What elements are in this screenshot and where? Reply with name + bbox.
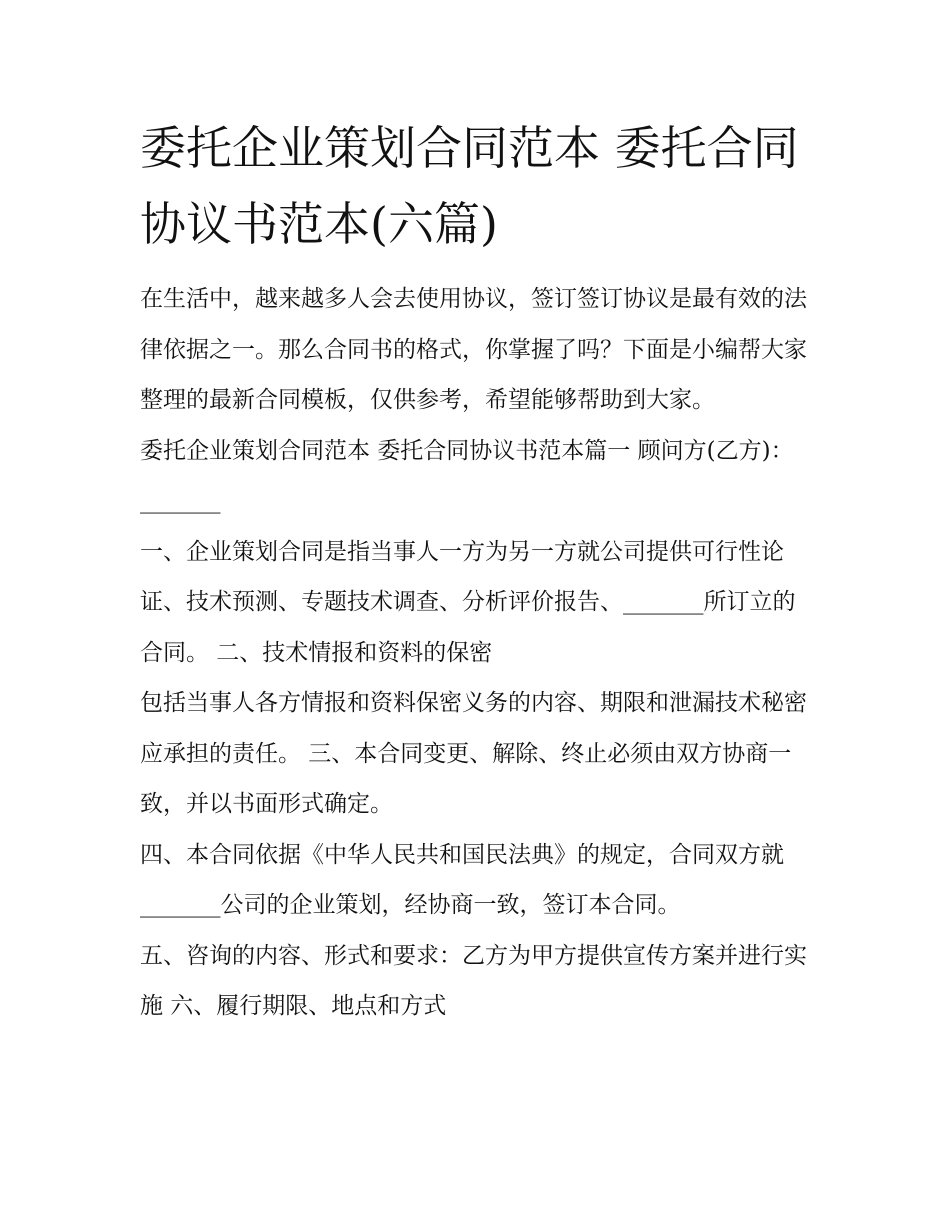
paragraph-clause-5: 五、咨询的内容、形式和要求：乙方为甲方提供宣传方案并进行实施 六、履行期限、地点和方式: [140, 942, 807, 1019]
document-title: 委托企业策划合同范本 委托合同协议书范本(六篇): [140, 121, 799, 251]
paragraph-clause-2: 包括当事人各方情报和资料保密义务的内容、期限和泄漏技术秘密应承担的责任。 三、本合同变更、解除、终止必须由双方协商一致，并以书面形式确定。: [140, 690, 807, 817]
paragraph-clause-1: 一、企业策划合同是指当事人一方为另一方就公司提供可行性论证、技术预测、专题技术调查、分析评价报告、_______所订立的合同。 二、技术情报和资料的保密: [140, 538, 796, 666]
paragraph-clause-4: 四、本合同依据《中华人民共和国民法典》的规定，合同双方就_______公司的企业策划，经协商一致，签订本合同。: [140, 841, 784, 918]
paragraph-intro: 在生活中，越来越多人会去使用协议，签订签订协议是最有效的法律依据之一。那么合同书的格式，你掌握了吗？下面是小编帮大家整理的最新合同模板，仅供参考，希望能够帮助到大家。: [140, 286, 807, 413]
document-body: [140, 110, 812, 1032]
paragraph-section-heading: 委托企业策划合同范本 委托合同协议书范本篇一 顾问方(乙方)：_______: [140, 437, 794, 514]
